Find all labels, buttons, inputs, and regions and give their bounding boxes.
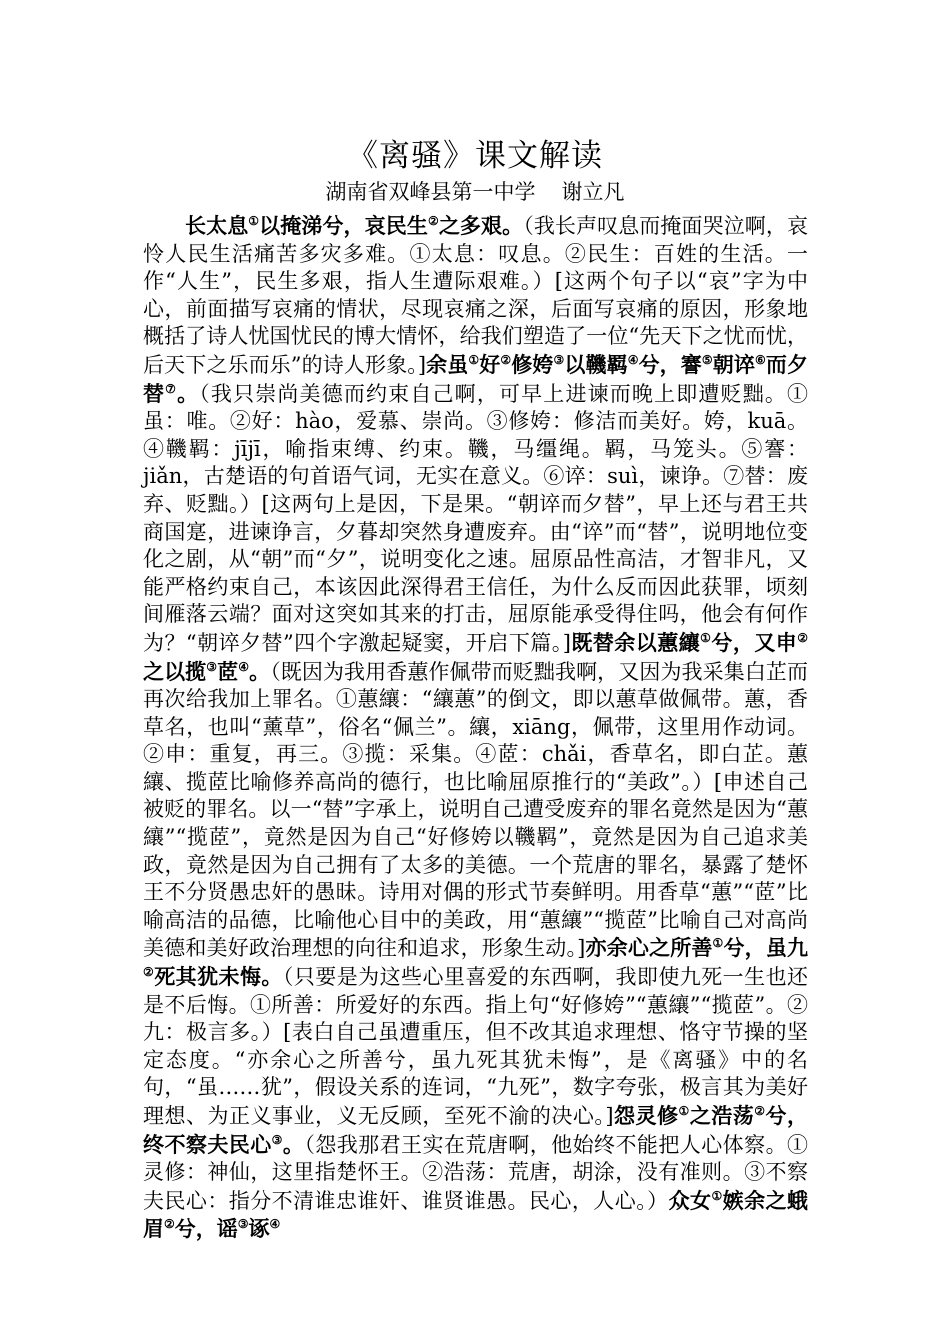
annotation-text: （怨我那君王实在荒唐啊，他始终不能把人心体察。①灵修：神仙，这里指楚怀王。②浩荡：荒唐，胡涂，没有准则。③不察夫民心：指分不清谁忠谁奸、谁贤谁愚。民心，人心。） <box>143 1132 809 1213</box>
footnote-marker: ② <box>143 965 155 980</box>
footnote-marker: ② <box>500 352 512 367</box>
verse-text: 死其犹未悔。 <box>154 964 283 990</box>
annotation-text: （我只崇尚美德而约束自己啊，可早上进谏而晚上即遭贬黜。①虽：唯。②好：hào，爱慕、崇尚。③修姱：修洁而美好。姱，kuā。④鞿羁：jījī，喻指束缚、约束。鞿，马缰绳。羁，马笼头。⑤謇：jiǎn，古楚语的句首语气词，无实在意义。⑥谇：suì，谏诤。⑦替：废弃、贬黜。）[这两句上是因，下是果。“朝谇而夕替”，早上还与君王共商国寔，进谏诤言，夕暮却突然身遭废弃。由“谇”而“替”，说明地位变化之剧，从“朝”而“夕”，说明变化之速。屈原品性高洁，才智非凡，又能严格约束自己，本该因此深得君王信任，为什么反而因此获罪，顷刻间雁落云端？面对这突如其来的打击，屈原能承受得住吗，他会有何作为？“朝谇夕替”四个字激起疑窦，开启下篇。] <box>143 381 809 655</box>
verse-text: 朝谇 <box>712 351 756 377</box>
verse-text: 之浩荡 <box>689 1103 755 1128</box>
verse-text: 而夕替 <box>143 351 809 406</box>
verse-text: 以掩涕兮，哀民生 <box>259 213 428 238</box>
verse-text: 。 <box>249 658 271 684</box>
verse-text: 既替余以蕙纕 <box>570 629 701 655</box>
verse-text: 余虽 <box>426 351 469 377</box>
footnote-marker: ① <box>711 1188 723 1203</box>
author-line <box>0 176 950 206</box>
footnote-marker: ① <box>468 352 480 367</box>
footnote-marker: ④ <box>627 352 639 367</box>
verse-text: 嫉余之蛾眉 <box>143 1187 809 1242</box>
verse-text: 。 <box>282 1131 305 1157</box>
verse-text: 怨灵修 <box>613 1103 679 1128</box>
footnote-marker: ⑥ <box>755 352 766 367</box>
footnote-marker: ① <box>678 1104 690 1118</box>
verse-text: 好 <box>479 351 501 377</box>
verse-text: 诼 <box>248 1216 270 1242</box>
verse-text: 之多艰。 <box>438 213 524 238</box>
verse-text: 兮，謇 <box>638 351 702 377</box>
verse-text: 兮，谣 <box>174 1216 238 1242</box>
footnote-marker: ① <box>700 630 712 645</box>
footnote-marker: ⑤ <box>701 352 713 367</box>
footnote-marker: ③ <box>237 1217 249 1232</box>
verse-text: 之以揽 <box>143 658 207 684</box>
footnote-marker: ⑦ <box>165 381 178 396</box>
verse-text: 兮，虽九 <box>723 935 809 961</box>
verse-text: 以鞿羁 <box>564 351 628 377</box>
annotation-text: （既因为我用香蕙作佩带而贬黜我啊，又因为我采集白芷而再次给我加上罪名。①蕙纕：“纕蕙”的倒文，即以蕙草做佩带。蕙，香草名，也叫“薰草”，俗名“佩兰”。纕，xiāng，佩带，这里用作动词。②申：重复，再三。③揽：采集。④茝：chǎi，香草名，即白芷。蕙纕、揽茝比喻修养高尚的德行，也比喻屈原推行的“美政”。）[申述自己被贬的罪名。以一“替”字承上，说明自己遭受废弃的罪名竟然是因为“蕙纕”“揽茝”，竟然是因为自己“好修姱以鞿羁”，竟然是因为自己追求美政，竟然是因为自己拥有了太多的美德。一个荒唐的罪名，暴露了楚怀王不分贤愚忠奸的愚昧。诗用对偶的形式节奏鲜明。用香草“蕙”“茝”比喻高洁的品德，比喻他心目中的美政，用“蕙纕”“揽茝”比喻自己对高尚美德和美好政治理想的向往和追求，形象生动。] <box>143 659 809 961</box>
footnote-marker: ② <box>164 1217 175 1232</box>
verse-text: 茝 <box>217 658 239 684</box>
verse-text: 亦余心之所善 <box>585 935 713 961</box>
verse-text: 兮，又申 <box>711 629 798 655</box>
verse-text: 修姱 <box>511 351 554 377</box>
verse-text: 兮，终不察夫民心 <box>143 1103 809 1157</box>
author-school: 湖南省双峰县第一中学 <box>325 180 536 204</box>
footnote-marker: ④ <box>238 659 250 674</box>
annotation-text: （我长声叹息而掩面哭泣啊，哀怜人民生活痛苦多灾多难。①太息：叹息。②民生：百姓的生活。一作“人生”，民生多艰，指人生遭际艰难。）[这两个句子以“哀”字为中心，前面描写哀痛的情状，尽现哀痛之深，后面写哀痛的原因，形象地概括了诗人忧国忧民的博大情怀，给我们塑造了一位“先天下之忧而忧，后天下之乐而乐”的诗人形象。] <box>143 214 809 377</box>
footnote-marker: ① <box>712 936 724 951</box>
author-name: 谢立凡 <box>561 180 625 204</box>
verse-text: 。 <box>177 380 200 406</box>
footnote-marker: ② <box>427 214 439 228</box>
footnote-marker: ④ <box>269 1217 281 1232</box>
footnote-marker: ① <box>248 214 260 228</box>
footnote-marker: ③ <box>271 1132 283 1147</box>
verse-text: 长太息 <box>185 213 249 238</box>
footnote-marker: ③ <box>553 352 565 367</box>
footnote-marker: ② <box>797 630 809 645</box>
footnote-marker: ③ <box>206 659 218 674</box>
verse-text: 众女 <box>668 1187 712 1213</box>
footnote-marker: ② <box>754 1104 766 1118</box>
body-text <box>143 212 808 1244</box>
annotation-text: （只要是为这些心里喜爱的东西啊，我即使九死一生也还是不后悔。①所善：所爱好的东西。指上句“好修姱”“蕙纕”“揽茝”。②九：极言多。）[表白自己虽遭重压，但不改其追求理想、恪守节操的坚定态度。“亦余心之所善兮，虽九死其犹未悔”，是《离骚》中的名句，“虽……犹”，假设关系的连词，“九死”，数字夸张，极言其为美好理想、为正义事业，义无反顾，至死不渝的决心。] <box>143 965 809 1128</box>
page-title: 《离骚》课文解读 <box>347 138 603 174</box>
